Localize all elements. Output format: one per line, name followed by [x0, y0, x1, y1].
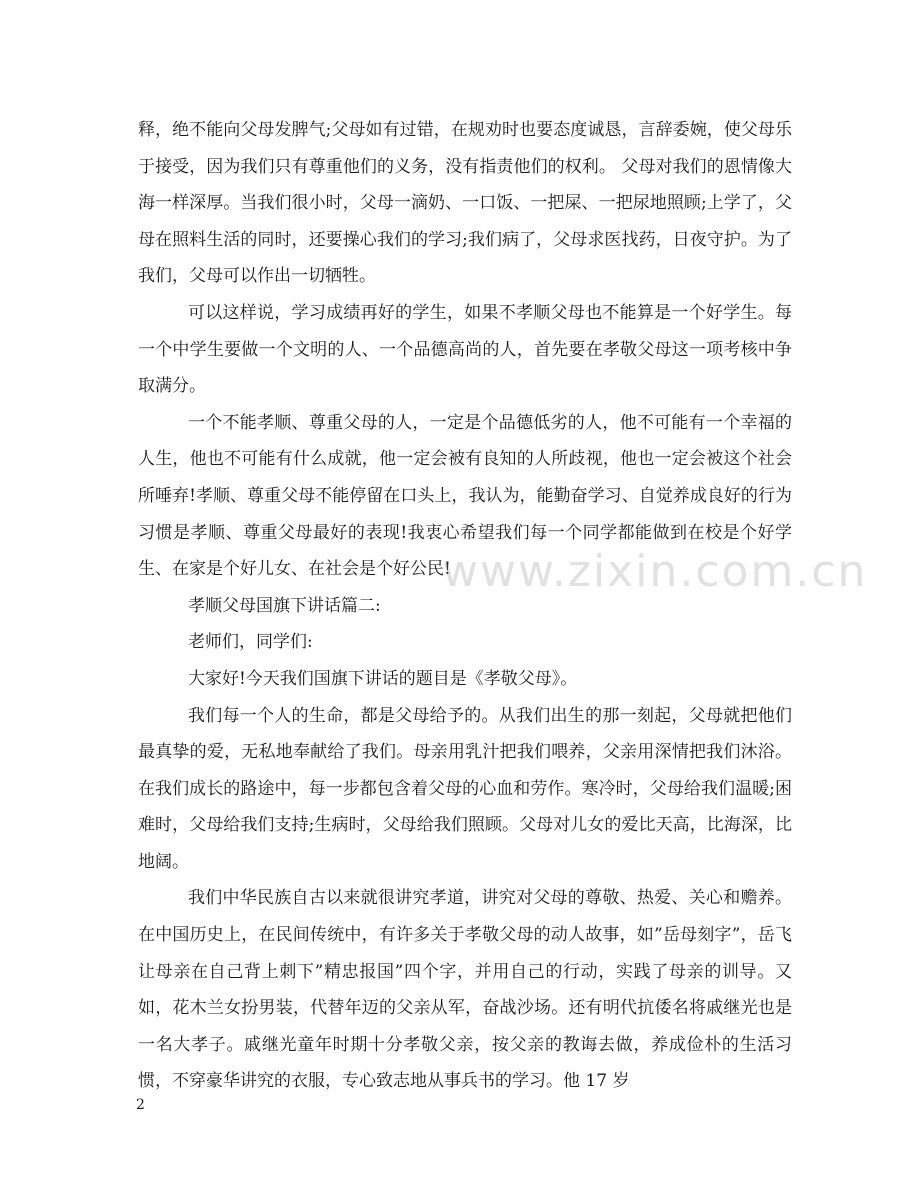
watermark: www.zixin.com.cn — [442, 546, 868, 597]
paragraph: 一个不能孝顺、尊重父母的人，一定是个品德低劣的人，他不可能有一个幸福的人生，他也不可能有什么成就，他一定会被有良知的人所歧视，他也一定会被这个社会所唾弃!孝顺、尊重父母不能停留在口头上，我认为，能勤奋学习、自觉养成良好的行为习惯是孝顺、尊重父母最好的表现!我衷心希望我们每一个同学都能做到在校是个好学生、在家是个好儿女、在社会是个好公民! — [138, 412, 792, 580]
greeting-line: 大家好!今天我们国旗下讲话的题目是《孝敬父母》。 — [187, 668, 578, 689]
section-heading: 孝顺父母国旗下讲话篇二: — [187, 595, 381, 616]
paragraph: 可以这样说，学习成绩再好的学生，如果不孝顺父母也不能算是一个好学生。每一个中学生要做一个文明的人、一个品德高尚的人，首先要在孝敬父母这一项考核中争取满分。 — [138, 302, 792, 397]
paragraph: 我们每一个人的生命，都是父母给予的。从我们出生的那一刻起，父母就把他们最真挚的爱，无私地奉献给了我们。母亲用乳汁把我们喂养，父亲用深情把我们沐浴。在我们成长的路途中，每一步都包含着父母的心血和劳作。寒冷时，父母给我们温暖;困难时，父母给我们支持;生病时，父母给我们照顾。父母对儿女的爱比天高，比海深，比地阔。 — [138, 705, 792, 872]
paragraph: 我们中华民族自古以来就很讲究孝道，讲究对父母的尊敬、热爱、关心和赡养。在中国历史上，在民间传统中，有许多关于孝敬父母的动人故事，如”岳母刻字”，岳飞让母亲在自己背上刺下”精忠报国”四个字，并用自己的行动，实践了母亲的训导。又如，花木兰女扮男装，代替年迈的父亲从军，奋战沙场。还有明代抗倭名将戚继光也是一名大孝子。戚继光童年时期十分孝敬父亲，按父亲的教诲去做，养成俭朴的生活习惯，不穿豪华讲究的衣服，专心致志地从事兵书的学习。他 17 岁 — [138, 888, 792, 1092]
page-number: 2 — [136, 1097, 145, 1113]
paragraph-continued: 释，绝不能向父母发脾气;父母如有过错，在规劝时也要态度诚恳，言辞委婉，使父母乐于接受，因为我们只有尊重他们的义务，没有指责他们的权利。 父母对我们的恩情像大海一样深厚。当我们很小时，父母一滴奶、一口饭、一把屎、一把尿地照顾;上学了，父母在照料生活的同时，还要操心我们的学习;我们病了，父母求医找药，日夜守护。为了我们，父母可以作出一切牺牲。 — [138, 120, 792, 287]
document-body — [138, 112, 792, 1100]
salutation: 老师们，同学们: — [187, 632, 313, 653]
